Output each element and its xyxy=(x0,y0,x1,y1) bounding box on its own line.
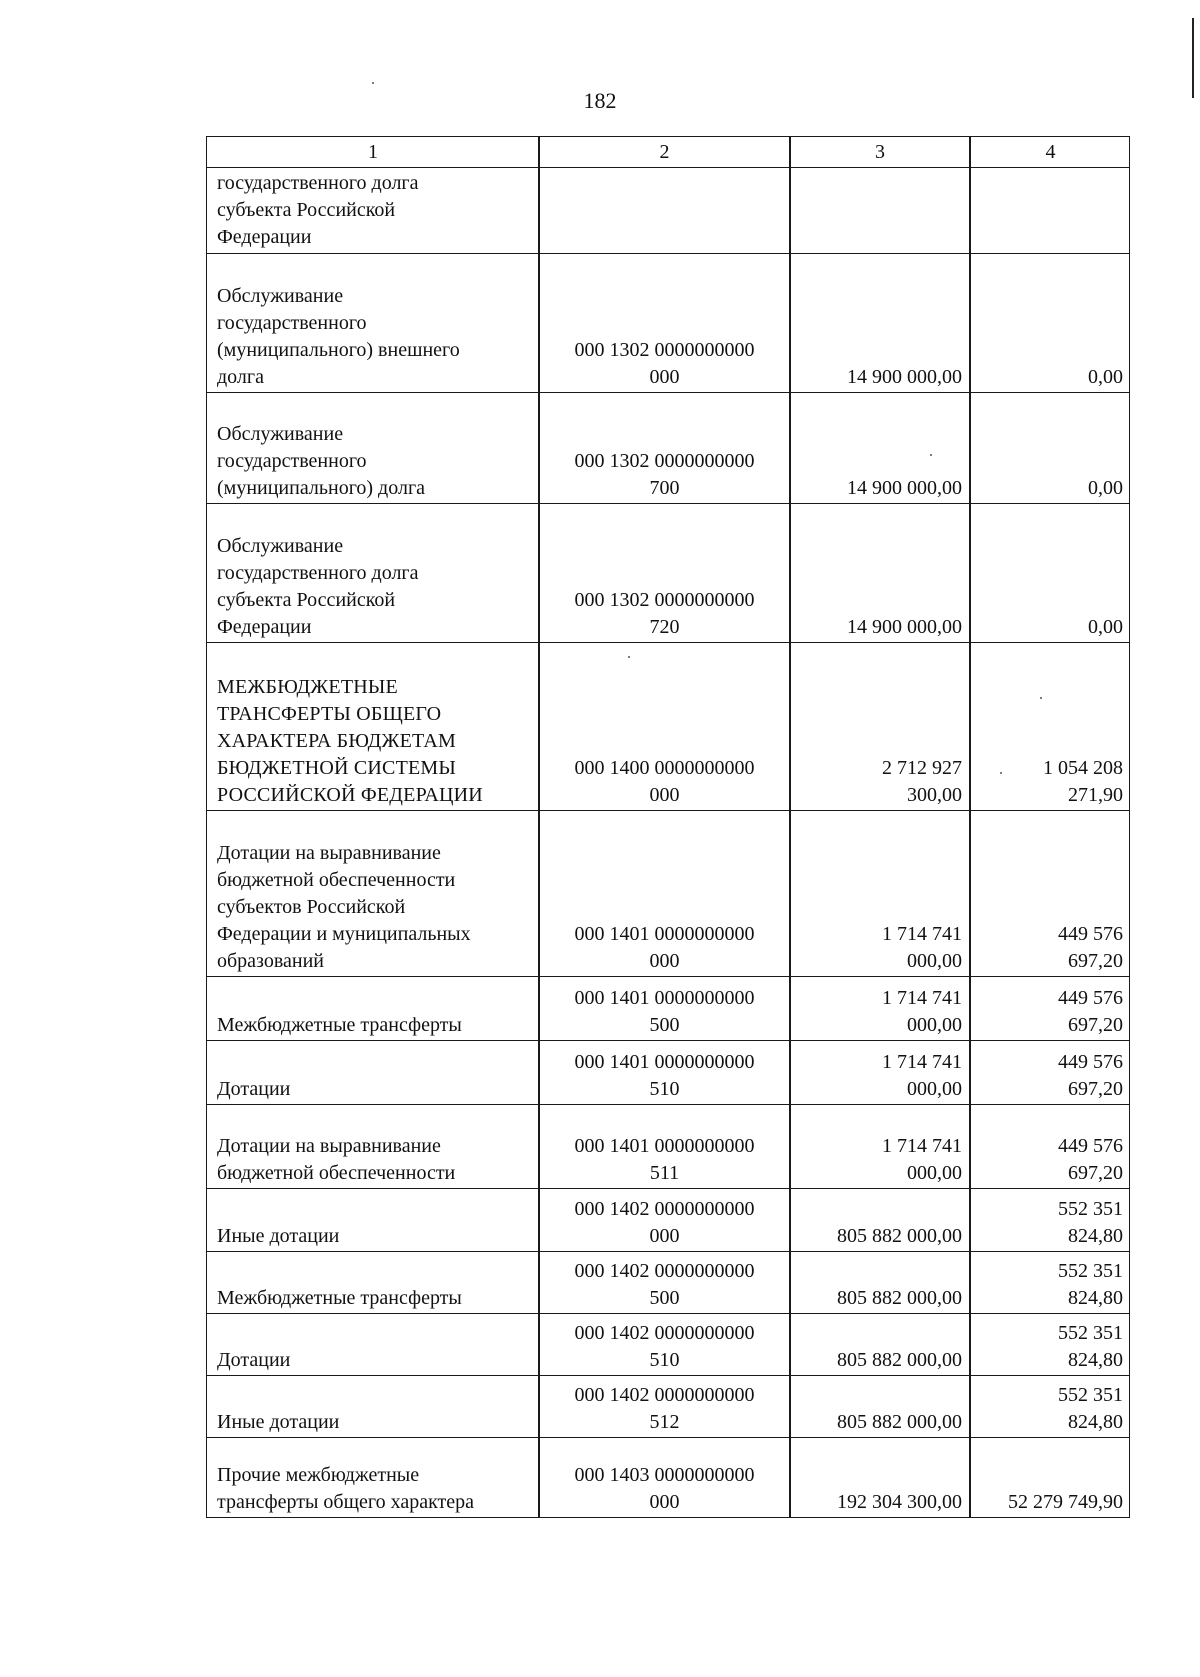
row-code-cell xyxy=(539,1438,790,1517)
header-cell-4: 4 xyxy=(1045,140,1056,163)
amount-line: 805 882 000,00 xyxy=(837,1287,962,1309)
code-line: 000 1402 0000000000 xyxy=(574,1322,755,1344)
code-line: 000 1401 0000000000 xyxy=(574,1135,755,1157)
amount-line: 697,20 xyxy=(1068,1162,1123,1184)
amount-line: 552 351 xyxy=(1058,1260,1123,1282)
amount-line: 000,00 xyxy=(907,1162,962,1184)
page-number: 182 xyxy=(583,88,617,113)
code-line: 000 1401 0000000000 xyxy=(574,987,755,1009)
table-row xyxy=(207,1189,1129,1252)
table-row xyxy=(207,811,1129,977)
row-code-cell xyxy=(539,1376,790,1437)
row-name-cell xyxy=(207,1252,539,1313)
table-row xyxy=(207,1314,1129,1376)
row-amount-cell xyxy=(970,1376,1131,1437)
code-line: 500 xyxy=(649,1287,680,1309)
row-name-cell xyxy=(207,393,539,503)
table-row xyxy=(207,1438,1129,1517)
row-code-cell xyxy=(539,811,790,976)
row-amount-cell xyxy=(790,1438,970,1517)
amount-line: 0,00 xyxy=(1088,366,1123,388)
row-code-cell xyxy=(539,1314,790,1375)
amount-line: 52 279 749,90 xyxy=(1008,1491,1123,1513)
row-amount-cell xyxy=(790,1041,970,1104)
amount-line: 697,20 xyxy=(1068,950,1123,972)
row-code-cell xyxy=(539,643,790,810)
amount-line: 824,80 xyxy=(1068,1225,1123,1247)
code-line: 000 1403 0000000000 xyxy=(574,1464,755,1486)
code-line: 720 xyxy=(649,616,680,638)
row-code-cell xyxy=(539,504,790,642)
row-amount-cell xyxy=(790,1314,970,1375)
row-amount-cell xyxy=(970,643,1131,810)
amount-line: 449 576 xyxy=(1058,1051,1123,1073)
table-row xyxy=(207,393,1129,504)
row-code-cell xyxy=(539,393,790,503)
row-name-cell xyxy=(207,977,539,1040)
code-line: 000 xyxy=(649,366,680,388)
row-name: Дотации на выравнивание бюджетной обеспеченности xyxy=(217,1135,456,1184)
row-name-cell xyxy=(207,811,539,976)
amount-line: 824,80 xyxy=(1068,1411,1123,1433)
code-line: 000 1302 0000000000 xyxy=(574,339,755,361)
table-row xyxy=(207,504,1129,643)
row-code-cell xyxy=(539,1105,790,1188)
row-amount-cell xyxy=(970,1041,1131,1104)
table-row xyxy=(207,1376,1129,1438)
row-amount-cell xyxy=(970,977,1131,1040)
amount-line: 000,00 xyxy=(907,1078,962,1100)
amount-line: 1 714 741 xyxy=(882,987,962,1009)
row-amount-cell xyxy=(790,1376,970,1437)
code-line: 000 1401 0000000000 xyxy=(574,923,755,945)
code-line: 000 xyxy=(649,784,680,806)
table-row xyxy=(207,1041,1129,1105)
amount-line: 824,80 xyxy=(1068,1287,1123,1309)
amount-line: 449 576 xyxy=(1058,923,1123,945)
row-amount-cell xyxy=(790,811,970,976)
row-name: Дотации на выравнивание бюджетной обеспеченности субъектов Российской Федерации и муниципальных образований xyxy=(217,842,471,972)
amount-line: 1 714 741 xyxy=(882,1135,962,1157)
table-row xyxy=(207,168,1129,254)
row-amount-cell xyxy=(790,1252,970,1313)
code-line: 500 xyxy=(649,1014,680,1036)
row-name-cell xyxy=(207,1376,539,1437)
amount-line: 000,00 xyxy=(907,1014,962,1036)
row-name: Дотации xyxy=(217,1078,291,1100)
amount-line: 14 900 000,00 xyxy=(847,477,962,499)
row-name-cell xyxy=(207,1041,539,1104)
row-amount-cell xyxy=(970,811,1131,976)
amount-line: 449 576 xyxy=(1058,987,1123,1009)
row-code-cell xyxy=(539,977,790,1040)
row-amount-cell xyxy=(970,1105,1131,1188)
row-code-cell xyxy=(539,1189,790,1251)
row-amount-cell xyxy=(790,254,970,392)
row-name-cell xyxy=(207,1438,539,1517)
code-line: 000 xyxy=(649,1491,680,1513)
amount-line: 300,00 xyxy=(907,784,962,806)
table-row xyxy=(207,977,1129,1041)
row-amount-cell xyxy=(790,977,970,1040)
row-name: МЕЖБЮДЖЕТНЫЕ ТРАНСФЕРТЫ ОБЩЕГО ХАРАКТЕРА БЮДЖЕТАМ БЮДЖЕТНОЙ СИСТЕМЫ РОССИЙСКОЙ ФЕДЕРАЦИИ xyxy=(217,676,483,806)
amount-line: 0,00 xyxy=(1088,477,1123,499)
amount-line: 14 900 000,00 xyxy=(847,616,962,638)
table-header-row xyxy=(207,137,1129,168)
amount-line: 805 882 000,00 xyxy=(837,1349,962,1371)
row-amount-cell xyxy=(970,1252,1131,1313)
table-row xyxy=(207,1252,1129,1314)
row-amount-cell xyxy=(790,504,970,642)
amount-line: 552 351 xyxy=(1058,1384,1123,1406)
code-line: 000 1401 0000000000 xyxy=(574,1051,755,1073)
scan-speck xyxy=(372,82,374,84)
row-name: Обслуживание государственного (муниципального) внешнего долга xyxy=(217,285,460,388)
row-code-cell xyxy=(539,168,790,253)
code-line: 510 xyxy=(649,1349,680,1371)
code-line: 700 xyxy=(649,477,680,499)
row-name-cell xyxy=(207,1105,539,1188)
amount-line: 1 714 741 xyxy=(882,1051,962,1073)
amount-line: 2 712 927 xyxy=(882,757,962,779)
code-line: 000 xyxy=(649,950,680,972)
row-amount-cell xyxy=(970,504,1131,642)
row-name-cell xyxy=(207,254,539,392)
code-line: 000 1302 0000000000 xyxy=(574,589,755,611)
amount-line: 000,00 xyxy=(907,950,962,972)
row-amount-cell xyxy=(790,1189,970,1251)
code-line: 510 xyxy=(649,1078,680,1100)
code-line: 000 1400 0000000000 xyxy=(574,757,755,779)
row-amount-cell xyxy=(790,393,970,503)
row-amount-cell xyxy=(970,254,1131,392)
amount-line: 449 576 xyxy=(1058,1135,1123,1157)
amount-line: 552 351 xyxy=(1058,1322,1123,1344)
code-line: 000 1302 0000000000 xyxy=(574,450,755,472)
table-row xyxy=(207,254,1129,393)
amount-line: 697,20 xyxy=(1068,1078,1123,1100)
amount-line: 14 900 000,00 xyxy=(847,366,962,388)
header-cell-3: 3 xyxy=(875,140,885,163)
row-name-cell xyxy=(207,1189,539,1251)
row-name-cell xyxy=(207,168,539,253)
scan-margin-rule xyxy=(1192,18,1194,98)
amount-line: 697,20 xyxy=(1068,1014,1123,1036)
row-name: Иные дотации xyxy=(217,1411,340,1433)
row-amount-cell xyxy=(970,168,1131,253)
code-line: 511 xyxy=(649,1162,680,1184)
row-name: Дотации xyxy=(217,1349,291,1371)
amount-line: 805 882 000,00 xyxy=(837,1225,962,1247)
row-amount-cell xyxy=(790,168,970,253)
row-amount-cell xyxy=(790,1105,970,1188)
row-code-cell xyxy=(539,1252,790,1313)
row-name-cell xyxy=(207,643,539,810)
row-amount-cell xyxy=(970,1189,1131,1251)
code-line: 000 xyxy=(649,1225,680,1247)
row-code-cell xyxy=(539,254,790,392)
amount-line: 1 054 208 xyxy=(1043,757,1123,779)
row-amount-cell xyxy=(970,393,1131,503)
amount-line: 192 304 300,00 xyxy=(837,1491,962,1513)
row-name: Межбюджетные трансферты xyxy=(217,1014,462,1036)
table-row xyxy=(207,643,1129,811)
row-name-cell xyxy=(207,1314,539,1375)
amount-line: 0,00 xyxy=(1088,616,1123,638)
header-cell-2: 2 xyxy=(659,140,670,163)
header-cell-1: 1 xyxy=(368,140,378,163)
row-amount-cell xyxy=(790,643,970,810)
row-name-cell xyxy=(207,504,539,642)
table-row xyxy=(207,1105,1129,1189)
amount-line: 824,80 xyxy=(1068,1349,1123,1371)
amount-line: 805 882 000,00 xyxy=(837,1411,962,1433)
row-name: Иные дотации xyxy=(217,1225,340,1247)
row-name: Обслуживание государственного (муниципального) долга xyxy=(217,423,426,499)
budget-table xyxy=(206,136,1130,1518)
row-name: Межбюджетные трансферты xyxy=(217,1287,462,1309)
code-line: 000 1402 0000000000 xyxy=(574,1198,755,1220)
row-name: государственного долга субъекта Российской Федерации xyxy=(217,172,419,248)
code-line: 000 1402 0000000000 xyxy=(574,1384,755,1406)
row-amount-cell xyxy=(970,1438,1131,1517)
amount-line: 271,90 xyxy=(1068,784,1123,806)
code-line: 000 1402 0000000000 xyxy=(574,1260,755,1282)
row-amount-cell xyxy=(970,1314,1131,1375)
amount-line: 552 351 xyxy=(1058,1198,1123,1220)
code-line: 512 xyxy=(649,1411,680,1433)
row-name: Прочие межбюджетные трансферты общего характера xyxy=(217,1464,475,1513)
row-name: Обслуживание государственного долга субъекта Российской Федерации xyxy=(217,535,419,638)
amount-line: 1 714 741 xyxy=(882,923,962,945)
row-code-cell xyxy=(539,1041,790,1104)
